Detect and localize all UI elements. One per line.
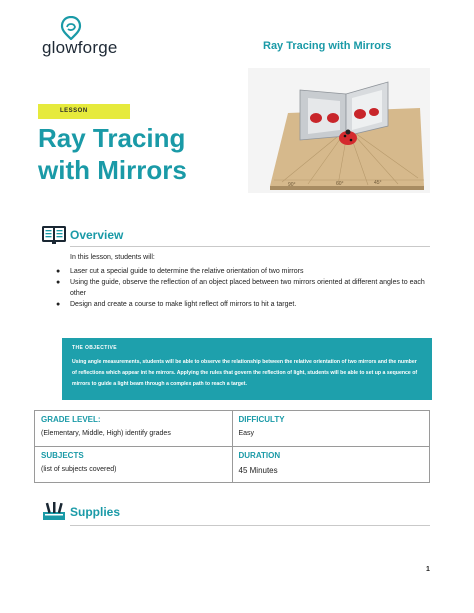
list-item: ● Design and create a course to make light reflect off mirrors to hit a target. (56, 301, 297, 308)
page-title-line-2: with Mirrors (38, 155, 187, 185)
supplies-heading: Supplies (70, 505, 121, 519)
grade-level-value: (Elementary, Middle, High) identify grades (41, 430, 171, 437)
overview-heading: Overview (70, 228, 124, 242)
page-title (38, 122, 187, 186)
grade-level-cell (35, 411, 233, 447)
objective-body: Using angle measurements, students will be able to observe the relationship between the relative orientation of two mirrors and the number of reflections which appear int he mirrors. Applying the rules that govern the reflection of light, students will be able to set up a sequence of mirrors to guide a light beam through a complex path to reach a target. (72, 359, 418, 387)
hero-label-b: 60° (336, 181, 344, 187)
logo-wordmark: glowforge (42, 38, 118, 57)
list-item: ● Using the guide, observe the reflection of an object placed between two mirrors oriented at different angles to each other (56, 279, 425, 297)
glowforge-logo (36, 16, 116, 60)
lesson-info-table (34, 410, 430, 483)
duration-value: 45 Minutes (238, 466, 278, 475)
hero-label-a: 90° (288, 182, 296, 188)
tools-icon (42, 502, 66, 520)
overview-divider (70, 246, 430, 247)
duration-cell (232, 447, 430, 483)
list-item: ● Laser cut a special guide to determine the relative orientation of two mirrors (56, 268, 304, 275)
hero-photo-mirrors (248, 68, 430, 193)
subjects-label: SUBJECTS (41, 451, 84, 460)
overview-intro: In this lesson, students will: (70, 254, 155, 261)
objective-box (62, 338, 432, 400)
difficulty-label: DIFFICULTY (238, 415, 285, 424)
difficulty-cell (232, 411, 430, 447)
page-title-line-1: Ray Tracing (38, 123, 186, 153)
logo-pin-icon (60, 16, 82, 40)
grade-level-label: GRADE LEVEL: (41, 415, 101, 424)
objective-title: THE OBJECTIVE (72, 345, 117, 351)
table-row (35, 447, 430, 483)
duration-label: DURATION (238, 451, 281, 460)
subjects-value: (list of subjects covered) (41, 466, 117, 473)
page-number: 1 (426, 566, 430, 573)
subjects-cell (35, 447, 233, 483)
book-icon (42, 226, 66, 244)
supplies-divider (70, 525, 430, 526)
hero-label-c: 45° (374, 180, 382, 186)
overview-list (56, 266, 436, 310)
table-row (35, 411, 430, 447)
header-title: Ray Tracing with Mirrors (263, 40, 392, 52)
lesson-badge: LESSON (38, 104, 130, 119)
difficulty-value: Easy (238, 430, 255, 437)
